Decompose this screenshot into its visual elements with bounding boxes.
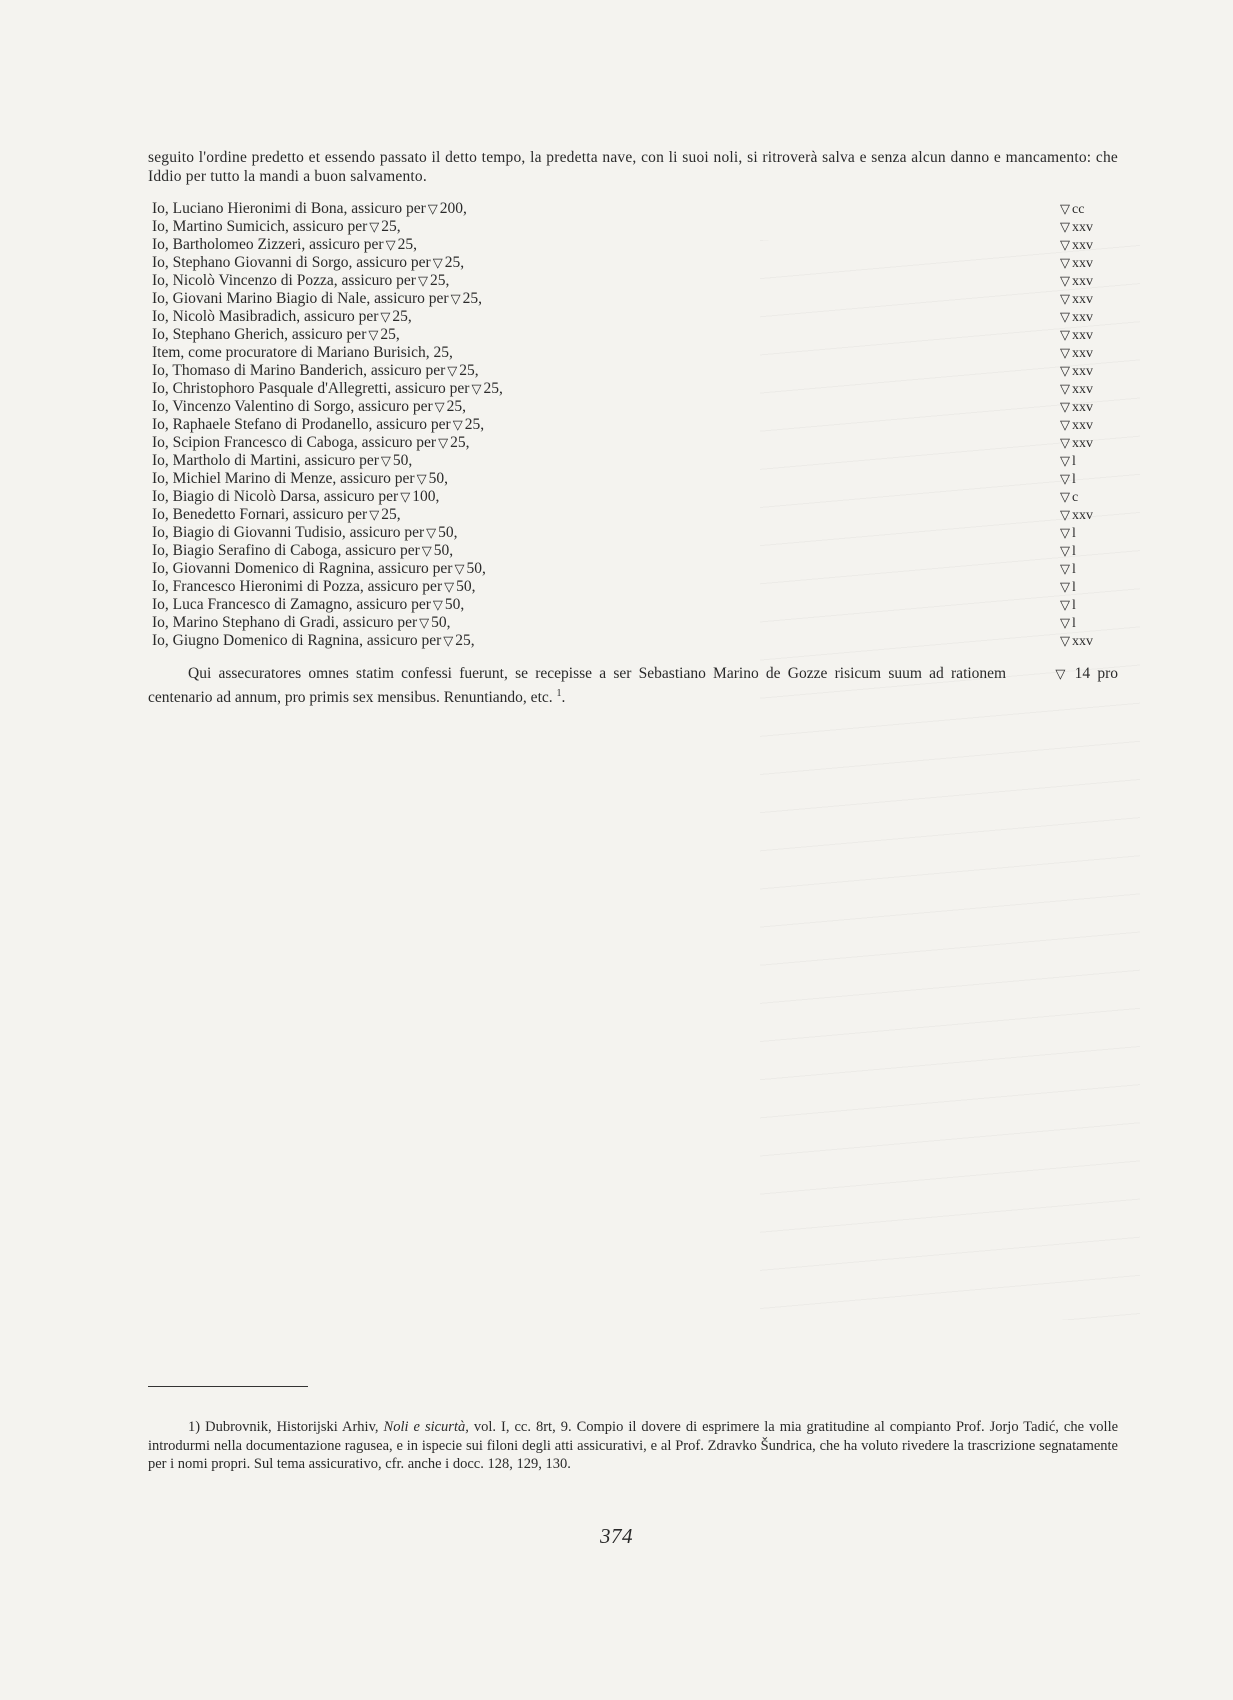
amount-column xyxy=(1058,290,1093,309)
amount-roman: l xyxy=(1072,562,1076,577)
insurer-entry xyxy=(152,578,1120,596)
insurer-text xyxy=(152,488,439,506)
insurer-entry xyxy=(152,596,1120,614)
currency-symbol: ▽ xyxy=(1060,543,1070,558)
amount-roman: xxv xyxy=(1072,508,1093,523)
currency-symbol: ▽ xyxy=(427,201,438,216)
insurer-statement: Io, Biagio Serafino di Caboga, assicuro per xyxy=(152,542,420,559)
amount-column xyxy=(1058,560,1076,579)
currency-symbol: ▽ xyxy=(419,615,430,630)
insured-value: 50, xyxy=(438,524,458,541)
insurer-entry xyxy=(152,416,1120,434)
amount-roman: l xyxy=(1072,472,1076,487)
amount-column xyxy=(1058,398,1093,417)
footnote-lead: Dubrovnik, Historijski Arhiv, xyxy=(205,1419,379,1435)
currency-symbol: ▽ xyxy=(471,381,482,396)
amount-roman: cc xyxy=(1072,202,1085,217)
closing-paragraph xyxy=(148,664,1118,708)
insurer-statement: Io, Nicolò Masibradich, assicuro per xyxy=(152,308,379,325)
amount-column xyxy=(1058,200,1084,219)
currency-symbol: ▽ xyxy=(1060,471,1070,486)
amount-column xyxy=(1058,380,1093,399)
insured-value: 25, xyxy=(381,218,401,235)
insured-value: 25, xyxy=(450,434,470,451)
insurer-entry xyxy=(152,290,1120,308)
currency-symbol: ▽ xyxy=(1060,345,1070,360)
currency-symbol: ▽ xyxy=(444,579,455,594)
insurer-text xyxy=(152,524,457,542)
currency-symbol: ▽ xyxy=(1060,417,1070,432)
insured-value: 50, xyxy=(433,542,454,559)
amount-column xyxy=(1058,488,1078,507)
amount-roman: xxv xyxy=(1072,220,1093,235)
insurer-statement: Io, Bartholomeo Zizzeri, assicuro per xyxy=(152,236,384,253)
currency-symbol: ▽ xyxy=(421,543,432,558)
insurer-text xyxy=(152,200,467,218)
insurer-entry xyxy=(152,434,1120,452)
insurer-entry xyxy=(152,524,1120,542)
currency-symbol: ▽ xyxy=(1060,561,1070,576)
currency-symbol: ▽ xyxy=(432,255,443,270)
insurer-statement: Io, Biagio di Nicolò Darsa, assicuro per xyxy=(152,488,399,505)
currency-symbol: ▽ xyxy=(368,327,379,342)
insurer-statement: Io, Marino Stephano di Gradi, assicuro per xyxy=(152,614,418,631)
currency-symbol: ▽ xyxy=(1060,363,1070,378)
amount-column xyxy=(1058,434,1093,453)
currency-symbol: ▽ xyxy=(452,417,463,432)
insurer-entry xyxy=(152,326,1120,344)
insurer-entry xyxy=(152,218,1120,236)
insurer-statement: Io, Giugno Domenico di Ragnina, assicuro per xyxy=(152,632,442,649)
insurer-text xyxy=(152,416,484,434)
amount-column xyxy=(1058,506,1093,525)
currency-symbol: ▽ xyxy=(417,273,428,288)
currency-symbol: ▽ xyxy=(432,597,443,612)
insurer-text xyxy=(152,560,486,578)
insurer-entry xyxy=(152,344,1120,362)
currency-symbol: ▽ xyxy=(400,489,411,504)
insured-value: 25, xyxy=(381,506,401,523)
amount-roman: xxv xyxy=(1072,328,1093,343)
insurer-statement: Io, Luciano Hieronimi di Bona, assicuro per xyxy=(152,200,426,217)
currency-symbol: ▽ xyxy=(434,399,445,414)
amount-roman: xxv xyxy=(1072,310,1093,325)
insurer-statement: Io, Scipion Francesco di Caboga, assicuro per xyxy=(152,434,437,451)
insurer-entry xyxy=(152,398,1120,416)
insurer-text xyxy=(152,506,401,524)
amount-roman: xxv xyxy=(1072,382,1093,397)
amount-roman: l xyxy=(1072,454,1076,469)
insurer-statement: Io, Raphaele Stefano di Prodanello, assicuro per xyxy=(152,416,451,433)
insurer-text xyxy=(152,236,417,254)
insurer-text xyxy=(152,290,482,308)
insurer-statement: Io, Stephano Gherich, assicuro per xyxy=(152,326,367,343)
currency-symbol: ▽ xyxy=(416,471,427,486)
insurer-text xyxy=(152,218,401,236)
amount-roman: xxv xyxy=(1072,292,1093,307)
amount-column xyxy=(1058,308,1093,327)
insured-value: 200, xyxy=(439,200,467,217)
insurer-text xyxy=(152,326,400,344)
insured-value: 100, xyxy=(412,488,440,505)
amount-column xyxy=(1058,416,1093,435)
insured-value: 50, xyxy=(392,452,413,469)
amount-roman: l xyxy=(1072,598,1076,613)
footnote-rule xyxy=(148,1386,308,1387)
currency-symbol: ▽ xyxy=(1060,255,1070,270)
insured-value: 25, xyxy=(392,308,412,325)
insurer-text xyxy=(152,254,464,272)
amount-roman: xxv xyxy=(1072,238,1093,253)
insurer-entry xyxy=(152,470,1120,488)
insured-value: 50, xyxy=(456,578,476,595)
insurer-text xyxy=(152,434,469,452)
closing-text-1: Qui assecuratores omnes statim confessi fuerunt, se recepisse a ser Sebastiano Marino de Gozze risicum suum ad rationem xyxy=(188,665,1007,682)
amount-column xyxy=(1058,578,1076,597)
currency-symbol: ▽ xyxy=(438,435,449,450)
currency-symbol: ▽ xyxy=(1060,525,1070,540)
amount-column xyxy=(1058,254,1093,273)
insurer-statement: Io, Vincenzo Valentino di Sorgo, assicuro per xyxy=(152,398,433,415)
insurer-statement: Io, Christophoro Pasquale d'Allegretti, assicuro per xyxy=(152,380,470,397)
amount-roman: l xyxy=(1072,544,1076,559)
currency-symbol: ▽ xyxy=(1060,633,1070,648)
currency-symbol: ▽ xyxy=(380,309,391,324)
currency-symbol: ▽ xyxy=(454,561,465,576)
insurer-statement: Item, come procuratore di Mariano Burisich, 25, xyxy=(152,344,453,361)
currency-symbol: ▽ xyxy=(1060,489,1070,504)
insurer-statement: Io, Stephano Giovanni di Sorgo, assicuro per xyxy=(152,254,431,271)
amount-roman: xxv xyxy=(1072,346,1093,361)
insurer-text xyxy=(152,452,412,470)
insurer-text xyxy=(152,614,451,632)
insurer-text xyxy=(152,272,449,290)
amount-column xyxy=(1058,218,1093,237)
insured-value: 25, xyxy=(464,416,485,433)
insurer-statement: Io, Nicolò Vincenzo di Pozza, assicuro per xyxy=(152,272,416,289)
amount-column xyxy=(1058,632,1093,651)
currency-symbol: ▽ xyxy=(369,219,380,234)
currency-symbol: ▽ xyxy=(450,291,461,306)
insurer-statement: Io, Luca Francesco di Zamagno, assicuro per xyxy=(152,596,431,613)
amount-roman: l xyxy=(1072,580,1076,595)
amount-column xyxy=(1058,614,1076,633)
insurer-text xyxy=(152,470,448,488)
closing-text-2: 14 pro centenario ad annum, pro primis sex mensibus. Renuntiando, etc. xyxy=(148,665,1119,707)
closing-end: . xyxy=(561,689,566,707)
currency-symbol: ▽ xyxy=(385,237,396,252)
amount-roman: l xyxy=(1072,526,1076,541)
amount-roman: xxv xyxy=(1072,274,1093,289)
amount-roman: l xyxy=(1072,616,1076,631)
insurer-text xyxy=(152,362,479,380)
insured-value: 25, xyxy=(459,362,479,379)
insurer-text xyxy=(152,344,453,362)
insurer-entry xyxy=(152,542,1120,560)
currency-symbol: ▽ xyxy=(1060,237,1070,252)
insurer-text xyxy=(152,596,464,614)
amount-column xyxy=(1058,542,1076,561)
insurer-statement: Io, Benedetto Fornari, assicuro per xyxy=(152,506,368,523)
currency-symbol: ▽ xyxy=(1060,435,1070,450)
insurer-statement: Io, Giovani Marino Biagio di Nale, assicuro per xyxy=(152,290,449,307)
currency-symbol: ▽ xyxy=(1060,381,1070,396)
footnote-text: vol. I, cc. 8rt, 9. Compio il dovere di esprimere la mia gratitudine al compianto Prof. Jorjo Tadić, che volle introdurmi nella documentazione ragusea, e in ispecie sui filoni degli atti assicurativi, e al Prof. Zdravko Šundrica, che ha voluto rivedere la trascrizione segnatamente per i nomi propri. Sul tema assicurativo, cfr. anche i docc. 128, 129, 130. xyxy=(148,1419,1119,1472)
amount-roman: xxv xyxy=(1072,436,1093,451)
amount-column xyxy=(1058,524,1076,543)
currency-symbol: ▽ xyxy=(1060,327,1070,342)
currency-symbol: ▽ xyxy=(1060,273,1070,288)
insured-value: 25, xyxy=(483,380,503,397)
insurer-statement: Io, Biagio di Giovanni Tudisio, assicuro per xyxy=(152,524,425,541)
insured-value: 25, xyxy=(380,326,400,343)
insurer-text xyxy=(152,308,412,326)
insured-value: 25, xyxy=(397,236,417,253)
currency-symbol: ▽ xyxy=(443,633,454,648)
currency-symbol: ▽ xyxy=(1060,399,1070,414)
insured-value: 50, xyxy=(466,560,486,577)
currency-symbol: ▽ xyxy=(1060,201,1070,216)
insurer-text xyxy=(152,578,475,596)
insurer-statement: Io, Francesco Hieronimi di Pozza, assicuro per xyxy=(152,578,443,595)
currency-symbol: ▽ xyxy=(1060,219,1070,234)
insurer-statement: Io, Martino Sumicich, assicuro per xyxy=(152,218,368,235)
currency-symbol: ▽ xyxy=(1060,579,1070,594)
insurer-text xyxy=(152,398,466,416)
footnote-reference: 1 xyxy=(556,688,562,699)
amount-roman: xxv xyxy=(1072,634,1093,649)
insurer-entry xyxy=(152,200,1120,218)
insurer-entry xyxy=(152,452,1120,470)
currency-symbol: ▽ xyxy=(1060,615,1070,630)
currency-symbol: ▽ xyxy=(426,525,437,540)
currency-symbol: ▽ xyxy=(380,453,391,468)
currency-symbol: ▽ xyxy=(369,507,380,522)
currency-symbol: ▽ xyxy=(1060,597,1070,612)
insurer-entry xyxy=(152,506,1120,524)
insurer-entry xyxy=(152,308,1120,326)
insurer-text xyxy=(152,542,453,560)
currency-symbol: ▽ xyxy=(447,363,458,378)
insurer-entry xyxy=(152,632,1120,650)
insurer-entry xyxy=(152,236,1120,254)
currency-symbol: ▽ xyxy=(1055,666,1066,681)
insurer-entry xyxy=(152,362,1120,380)
insurers-list xyxy=(152,200,1120,650)
amount-roman: c xyxy=(1072,490,1079,505)
insurer-statement: Io, Michiel Marino di Menze, assicuro per xyxy=(152,470,415,487)
currency-symbol: ▽ xyxy=(1060,507,1070,522)
footnote-title: Noli e sicurtà, xyxy=(383,1419,469,1435)
currency-symbol: ▽ xyxy=(1060,309,1070,324)
insurer-entry xyxy=(152,254,1120,272)
footnote-marker: 1) xyxy=(188,1419,201,1435)
amount-column xyxy=(1058,236,1093,255)
insurer-statement: Io, Martholo di Martini, assicuro per xyxy=(152,452,379,469)
footnote xyxy=(148,1418,1118,1474)
amount-column xyxy=(1058,326,1093,345)
insurer-entry xyxy=(152,488,1120,506)
amount-column xyxy=(1058,362,1093,381)
amount-column xyxy=(1058,272,1093,291)
insurer-entry xyxy=(152,560,1120,578)
insurer-statement: Io, Giovanni Domenico di Ragnina, assicuro per xyxy=(152,560,453,577)
insurer-statement: Io, Thomaso di Marino Banderich, assicuro per xyxy=(152,362,446,379)
page-number: 374 xyxy=(600,1524,633,1548)
insured-value: 25, xyxy=(462,290,482,307)
insurer-entry xyxy=(152,272,1120,290)
insured-value: 25, xyxy=(429,272,450,289)
amount-column xyxy=(1058,470,1076,489)
amount-column xyxy=(1058,344,1093,363)
amount-roman: xxv xyxy=(1072,364,1093,379)
insured-value: 50, xyxy=(428,470,448,487)
amount-column xyxy=(1058,596,1076,615)
insurer-entry xyxy=(152,380,1120,398)
amount-roman: xxv xyxy=(1072,400,1093,415)
amount-roman: xxv xyxy=(1072,418,1093,433)
insured-value: 25, xyxy=(446,398,466,415)
insured-value: 50, xyxy=(431,614,451,631)
insured-value: 25, xyxy=(444,254,465,271)
insured-value: 50, xyxy=(444,596,465,613)
currency-symbol: ▽ xyxy=(1060,453,1070,468)
amount-column xyxy=(1058,452,1076,471)
insured-value: 25, xyxy=(455,632,475,649)
insurer-text xyxy=(152,380,503,398)
amount-roman: xxv xyxy=(1072,256,1093,271)
intro-paragraph: seguito l'ordine predetto et essendo passato il detto tempo, la predetta nave, con li suoi noli, si ritroverà salva e senza alcun danno e mancamento: che Iddio per tutto la mandi a buon salvamento. xyxy=(148,149,1118,185)
insurer-entry xyxy=(152,614,1120,632)
currency-symbol: ▽ xyxy=(1060,291,1070,306)
insurer-text xyxy=(152,632,475,650)
